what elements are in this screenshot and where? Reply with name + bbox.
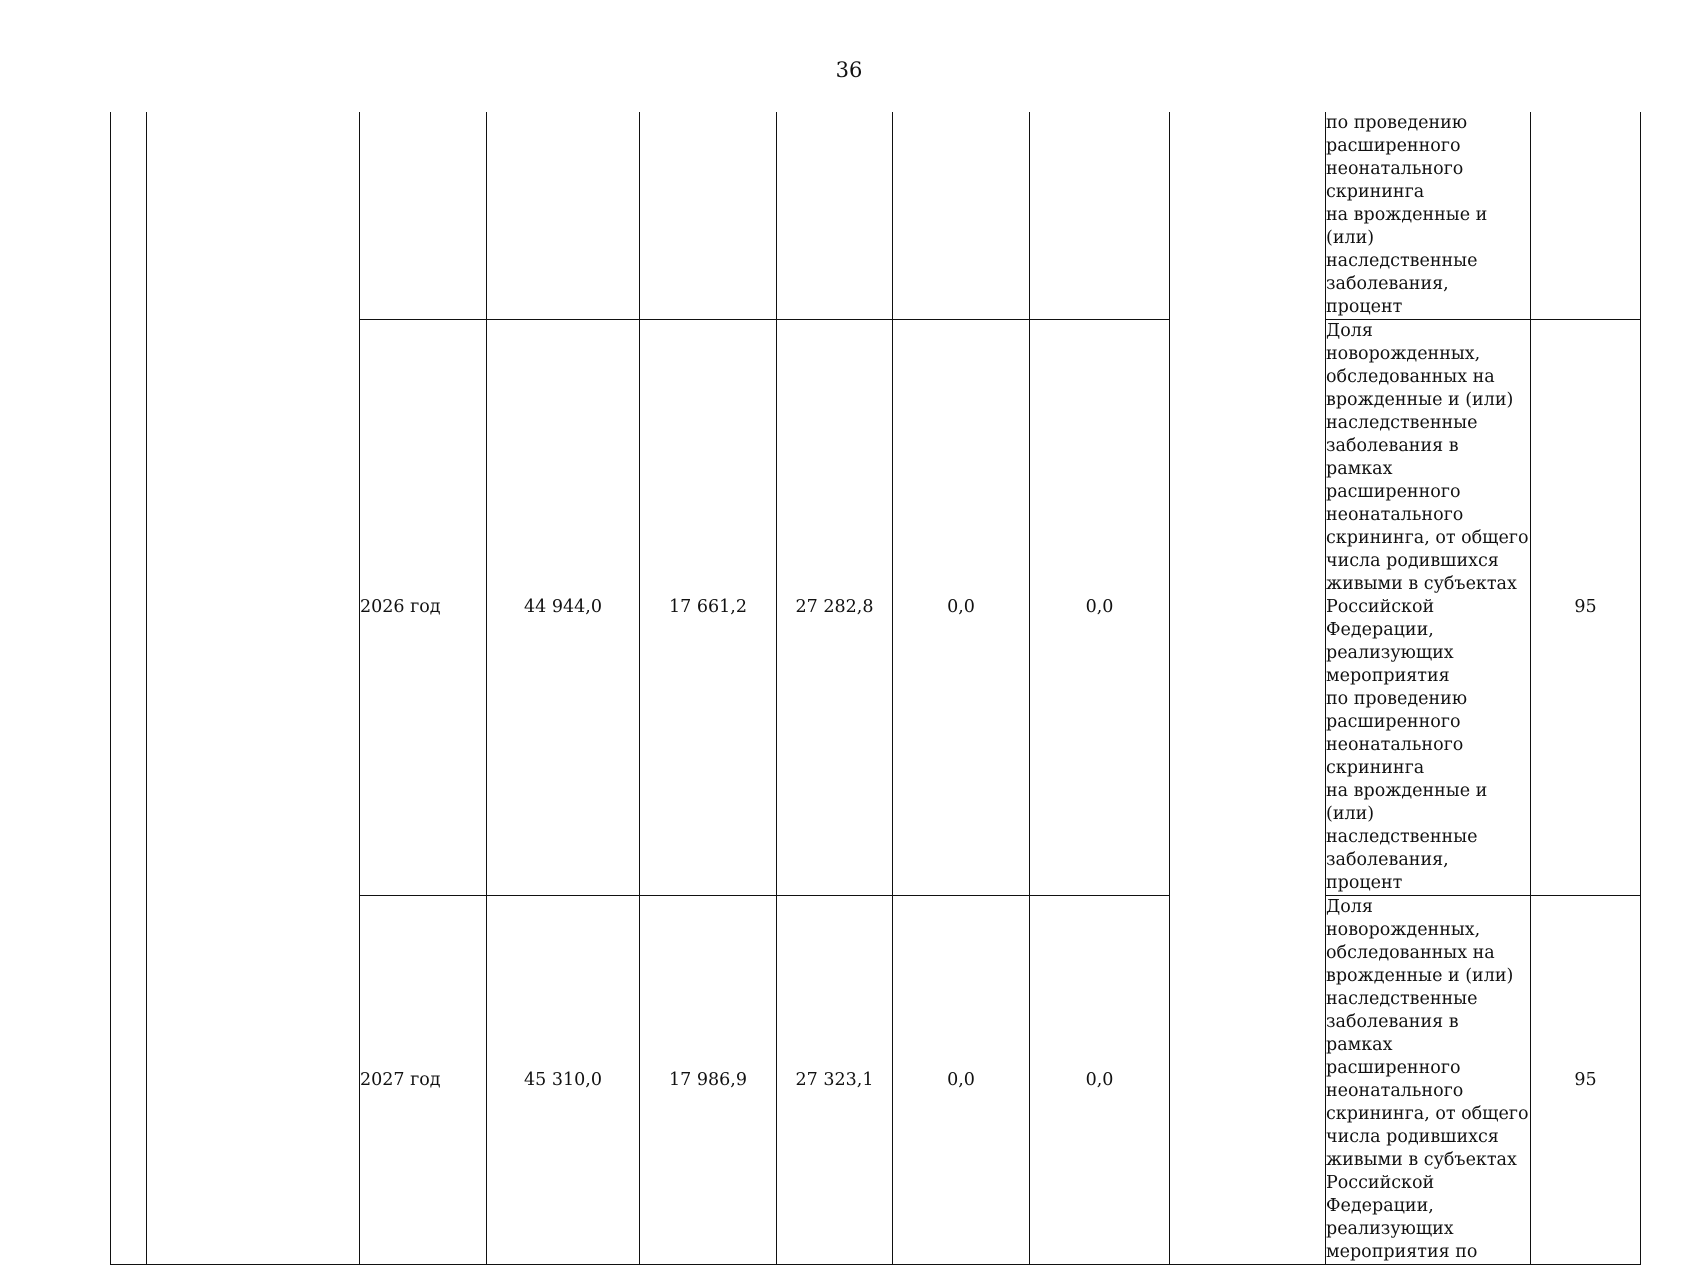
cell-federal: 17 661,2 [640,320,777,896]
cell-other [1030,112,1170,320]
indicator-line: по проведению [1326,113,1468,133]
indicator-line: Федерации, [1326,1196,1434,1216]
cell-indicator [1326,320,1531,896]
indicator-line: неонатального [1326,1081,1464,1101]
indicator-line: скрининга, от общего [1326,528,1529,548]
indicator-line: (или) наследственные [1326,804,1478,847]
cell-indicator [1326,896,1531,1265]
cell-local: 0,0 [893,320,1030,896]
indicator-line: живыми в субъектах [1326,574,1517,594]
indicator-line: заболевания в рамках [1326,1012,1459,1055]
cell-number [111,112,147,1265]
indicator-line: неонатального [1326,505,1464,525]
indicator-line: Российской [1326,1173,1435,1193]
indicator-line: заболевания, процент [1326,850,1449,893]
indicator-line: реализующих [1326,1219,1454,1239]
cell-measure-name [147,112,360,1265]
indicator-line: Российской [1326,597,1435,617]
table-row-continuation [111,112,1641,320]
indicator-line: скрининга [1326,182,1425,202]
cell-federal: 17 986,9 [640,896,777,1265]
indicator-line: скрининга [1326,758,1425,778]
indicator-line: реализующих [1326,643,1454,663]
cell-indicator [1326,112,1531,320]
indicator-line: скрининга, от общего [1326,1104,1529,1124]
indicator-line: Доля новорожденных, [1326,897,1481,940]
indicator-line: мероприятия по [1326,1242,1478,1262]
cell-year [360,112,487,320]
cell-regional: 27 282,8 [777,320,893,896]
indicator-line: врожденные и (или) [1326,966,1514,986]
indicator-line: на врожденные и [1326,781,1488,801]
page-number: 36 [835,58,863,82]
cell-responsible [1170,112,1326,1265]
indicator-line: Федерации, [1326,620,1434,640]
indicator-line: заболевания в рамках [1326,436,1459,479]
cell-local: 0,0 [893,896,1030,1265]
indicator-line: живыми в субъектах [1326,1150,1517,1170]
budget-table [110,112,1641,1265]
indicator-line: обследованных на [1326,943,1495,963]
indicator-line: по проведению [1326,689,1468,709]
indicator-line: на врожденные и [1326,205,1488,225]
cell-regional [777,112,893,320]
cell-total [487,112,640,320]
indicator-line: расширенного [1326,136,1461,156]
cell-year: 2026 год [360,320,487,896]
indicator-line: обследованных на [1326,367,1495,387]
indicator-line: числа родившихся [1326,551,1499,571]
indicator-line: расширенного [1326,482,1461,502]
indicator-line: врожденные и (или) [1326,390,1514,410]
indicator-line: заболевания, процент [1326,274,1449,317]
indicator-line: расширенного [1326,1058,1461,1078]
cell-target-value: 95 [1531,320,1641,896]
cell-total: 45 310,0 [487,896,640,1265]
indicator-line: числа родившихся [1326,1127,1499,1147]
indicator-line: мероприятия [1326,666,1450,686]
indicator-line: (или) наследственные [1326,228,1478,271]
cell-target-value: 95 [1531,896,1641,1265]
indicator-line: наследственные [1326,989,1478,1009]
cell-local [893,112,1030,320]
cell-total: 44 944,0 [487,320,640,896]
indicator-line: неонатального [1326,159,1464,179]
indicator-line: расширенного [1326,712,1461,732]
cell-year: 2027 год [360,896,487,1265]
indicator-line: Доля новорожденных, [1326,321,1481,364]
indicator-line: наследственные [1326,413,1478,433]
indicator-line: неонатального [1326,735,1464,755]
cell-other: 0,0 [1030,896,1170,1265]
cell-other: 0,0 [1030,320,1170,896]
cell-regional: 27 323,1 [777,896,893,1265]
cell-federal [640,112,777,320]
cell-target-value [1531,112,1641,320]
